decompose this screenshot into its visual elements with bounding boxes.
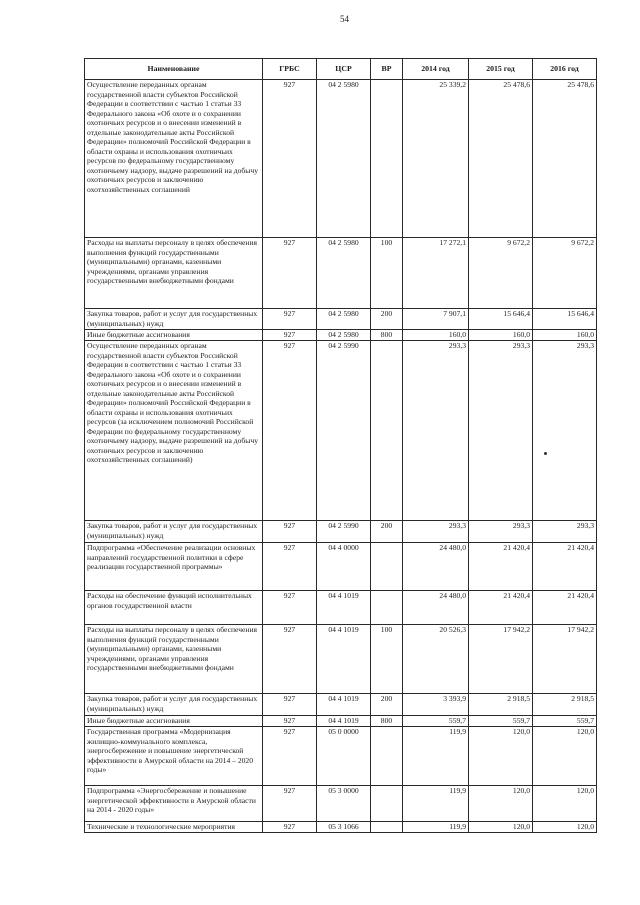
- table-row: [85, 727, 597, 786]
- cell-csr: 04 2 5980: [317, 238, 371, 309]
- cell-grbs: 927: [263, 822, 317, 833]
- cell-2014: 24 480,0: [403, 591, 469, 625]
- cell-2015: 293,3: [469, 521, 533, 543]
- cell-2016: 293,3: [533, 521, 597, 543]
- table-row: [85, 80, 597, 238]
- cell-2014: 119,9: [403, 727, 469, 786]
- cell-vr: 200: [371, 521, 403, 543]
- cell-2014: 293,3: [403, 341, 469, 521]
- cell-2015: 17 942,2: [469, 625, 533, 694]
- cell-name: Подпрограмма «Обеспечение реализации основных направлений государственной политики в сфере реализации государственной программы»: [85, 543, 263, 591]
- cell-name: Подпрограмма «Энергосбережение и повышение энергетической эффективности в Амурской области на 2014 - 2020 годы»: [85, 786, 263, 822]
- cell-2015: 21 420,4: [469, 591, 533, 625]
- cell-2015: 2 918,5: [469, 694, 533, 716]
- cell-vr: [371, 80, 403, 238]
- cell-csr: 04 2 5990: [317, 341, 371, 521]
- cell-grbs: 927: [263, 309, 317, 330]
- cell-2016: 17 942,2: [533, 625, 597, 694]
- cell-csr: 04 4 1019: [317, 716, 371, 727]
- cell-vr: 800: [371, 716, 403, 727]
- cell-name: Закупка товаров, работ и услуг для государственных (муниципальных) нужд: [85, 309, 263, 330]
- cell-vr: [371, 591, 403, 625]
- cell-name: Иные бюджетные ассигнования: [85, 330, 263, 341]
- cell-vr: [371, 786, 403, 822]
- table-row: [85, 330, 597, 341]
- cell-name: Расходы на выплаты персоналу в целях обеспечения выполнения функций государственными (муниципальными) органами, казенными учреждениями, органами управления государственными внебюджетными фондами: [85, 238, 263, 309]
- header-2014: 2014 год: [403, 59, 469, 80]
- cell-2015: 9 672,2: [469, 238, 533, 309]
- cell-name: Расходы на обеспечение функций исполнительных органов государственной власти: [85, 591, 263, 625]
- cell-name: Осуществление переданных органам государственной власти субъектов Российской Федерации в соответствии с частью 1 статьи 33 Федерального закона «Об охоте и о сохранении охотничьих ресурсов и о внесении изменений в отдельные законодательные акты Российской Федерации» полномочий Российской Федерации в области охраны и использования охотничьих ресурсов (за исключением полномочий Российской Федерации по федеральному государственному охотничьему надзору, выдаче разрешений на добычу охотничьих ресурсов и заключению охотхозяйственных соглашений): [85, 341, 263, 521]
- cell-2016: 9 672,2: [533, 238, 597, 309]
- cell-2014: 3 393,9: [403, 694, 469, 716]
- table-row: [85, 543, 597, 591]
- cell-csr: 04 2 5980: [317, 330, 371, 341]
- cell-vr: [371, 822, 403, 833]
- cell-name: Расходы на выплаты персоналу в целях обеспечения выполнения функций государственными (муниципальными) органами, казенными учреждениями, органами управления государственными внебюджетными фондами: [85, 625, 263, 694]
- cell-name: Закупка товаров, работ и услуг для государственных (муниципальных) нужд: [85, 694, 263, 716]
- cell-2014: 7 907,1: [403, 309, 469, 330]
- cell-name: Закупка товаров, работ и услуг для государственных (муниципальных) нужд: [85, 521, 263, 543]
- table-row: [85, 341, 597, 521]
- cell-csr: 04 4 1019: [317, 591, 371, 625]
- cell-grbs: 927: [263, 330, 317, 341]
- cell-2016: 21 420,4: [533, 591, 597, 625]
- cell-2016: 293,3: [533, 341, 597, 521]
- scan-dot-mark: [544, 452, 547, 455]
- cell-grbs: 927: [263, 238, 317, 309]
- cell-vr: [371, 543, 403, 591]
- cell-2015: 21 420,4: [469, 543, 533, 591]
- table-row: [85, 521, 597, 543]
- cell-2014: 293,3: [403, 521, 469, 543]
- cell-2014: 25 339,2: [403, 80, 469, 238]
- page-number: 54: [340, 14, 349, 24]
- cell-2014: 24 480,0: [403, 543, 469, 591]
- cell-name: Иные бюджетные ассигнования: [85, 716, 263, 727]
- cell-2016: 25 478,6: [533, 80, 597, 238]
- cell-2015: 120,0: [469, 822, 533, 833]
- cell-name: Государственная программа «Модернизация жилищно-коммунального комплекса, энергосбережение и повышение энергетической эффективности в Амурской области на 2014 – 2020 годы»: [85, 727, 263, 786]
- cell-vr: 200: [371, 309, 403, 330]
- cell-vr: [371, 727, 403, 786]
- cell-grbs: 927: [263, 80, 317, 238]
- cell-grbs: 927: [263, 543, 317, 591]
- cell-2015: 25 478,6: [469, 80, 533, 238]
- budget-table: [84, 58, 597, 833]
- cell-2016: 15 646,4: [533, 309, 597, 330]
- cell-2016: 160,0: [533, 330, 597, 341]
- cell-2015: 293,3: [469, 341, 533, 521]
- cell-2014: 119,9: [403, 786, 469, 822]
- table-header-row: [85, 59, 597, 80]
- header-grbs: ГРБС: [263, 59, 317, 80]
- cell-grbs: 927: [263, 591, 317, 625]
- cell-csr: 04 2 5980: [317, 309, 371, 330]
- cell-vr: 800: [371, 330, 403, 341]
- header-2015: 2015 год: [469, 59, 533, 80]
- cell-vr: [371, 341, 403, 521]
- cell-grbs: 927: [263, 727, 317, 786]
- cell-vr: 100: [371, 625, 403, 694]
- table-row: [85, 238, 597, 309]
- cell-2016: 2 918,5: [533, 694, 597, 716]
- table-row: [85, 309, 597, 330]
- cell-2016: 120,0: [533, 727, 597, 786]
- table-row: [85, 694, 597, 716]
- table-row: [85, 822, 597, 833]
- header-csr: ЦСР: [317, 59, 371, 80]
- cell-vr: 100: [371, 238, 403, 309]
- cell-2014: 20 526,3: [403, 625, 469, 694]
- cell-2014: 559,7: [403, 716, 469, 727]
- header-2016: 2016 год: [533, 59, 597, 80]
- cell-csr: 04 4 1019: [317, 694, 371, 716]
- cell-csr: 04 4 0000: [317, 543, 371, 591]
- cell-vr: 200: [371, 694, 403, 716]
- cell-grbs: 927: [263, 694, 317, 716]
- cell-name: Технические и технологические мероприятия: [85, 822, 263, 833]
- cell-csr: 05 3 0000: [317, 786, 371, 822]
- table-row: [85, 591, 597, 625]
- cell-name: Осуществление переданных органам государственной власти субъектов Российской Федерации в соответствии с частью 1 статьи 33 Федерального закона «Об охоте и о сохранении охотничьих ресурсов и о внесении изменений в отдельные законодательные акты Российской Федерации» полномочий Российской Федерации в области охраны и использования охотничьих ресурсов по федеральному государственному охотничьему надзору, выдаче разрешений на добычу охотничьих ресурсов и заключению охотхозяйственных соглашений: [85, 80, 263, 238]
- cell-2016: 120,0: [533, 786, 597, 822]
- header-vr: ВР: [371, 59, 403, 80]
- table-row: [85, 786, 597, 822]
- cell-2015: 15 646,4: [469, 309, 533, 330]
- cell-grbs: 927: [263, 716, 317, 727]
- cell-2015: 160,0: [469, 330, 533, 341]
- cell-2014: 160,0: [403, 330, 469, 341]
- cell-2015: 120,0: [469, 727, 533, 786]
- cell-csr: 04 2 5990: [317, 521, 371, 543]
- cell-csr: 05 3 1066: [317, 822, 371, 833]
- cell-grbs: 927: [263, 521, 317, 543]
- cell-csr: 04 2 5980: [317, 80, 371, 238]
- cell-grbs: 927: [263, 341, 317, 521]
- cell-2016: 559,7: [533, 716, 597, 727]
- cell-2016: 120,0: [533, 822, 597, 833]
- table-row: [85, 716, 597, 727]
- cell-grbs: 927: [263, 786, 317, 822]
- header-name: Наименование: [85, 59, 263, 80]
- cell-2014: 119,9: [403, 822, 469, 833]
- cell-2014: 17 272,1: [403, 238, 469, 309]
- table-row: [85, 625, 597, 694]
- cell-csr: 04 4 1019: [317, 625, 371, 694]
- cell-2015: 120,0: [469, 786, 533, 822]
- cell-csr: 05 0 0000: [317, 727, 371, 786]
- cell-2016: 21 420,4: [533, 543, 597, 591]
- cell-2015: 559,7: [469, 716, 533, 727]
- cell-grbs: 927: [263, 625, 317, 694]
